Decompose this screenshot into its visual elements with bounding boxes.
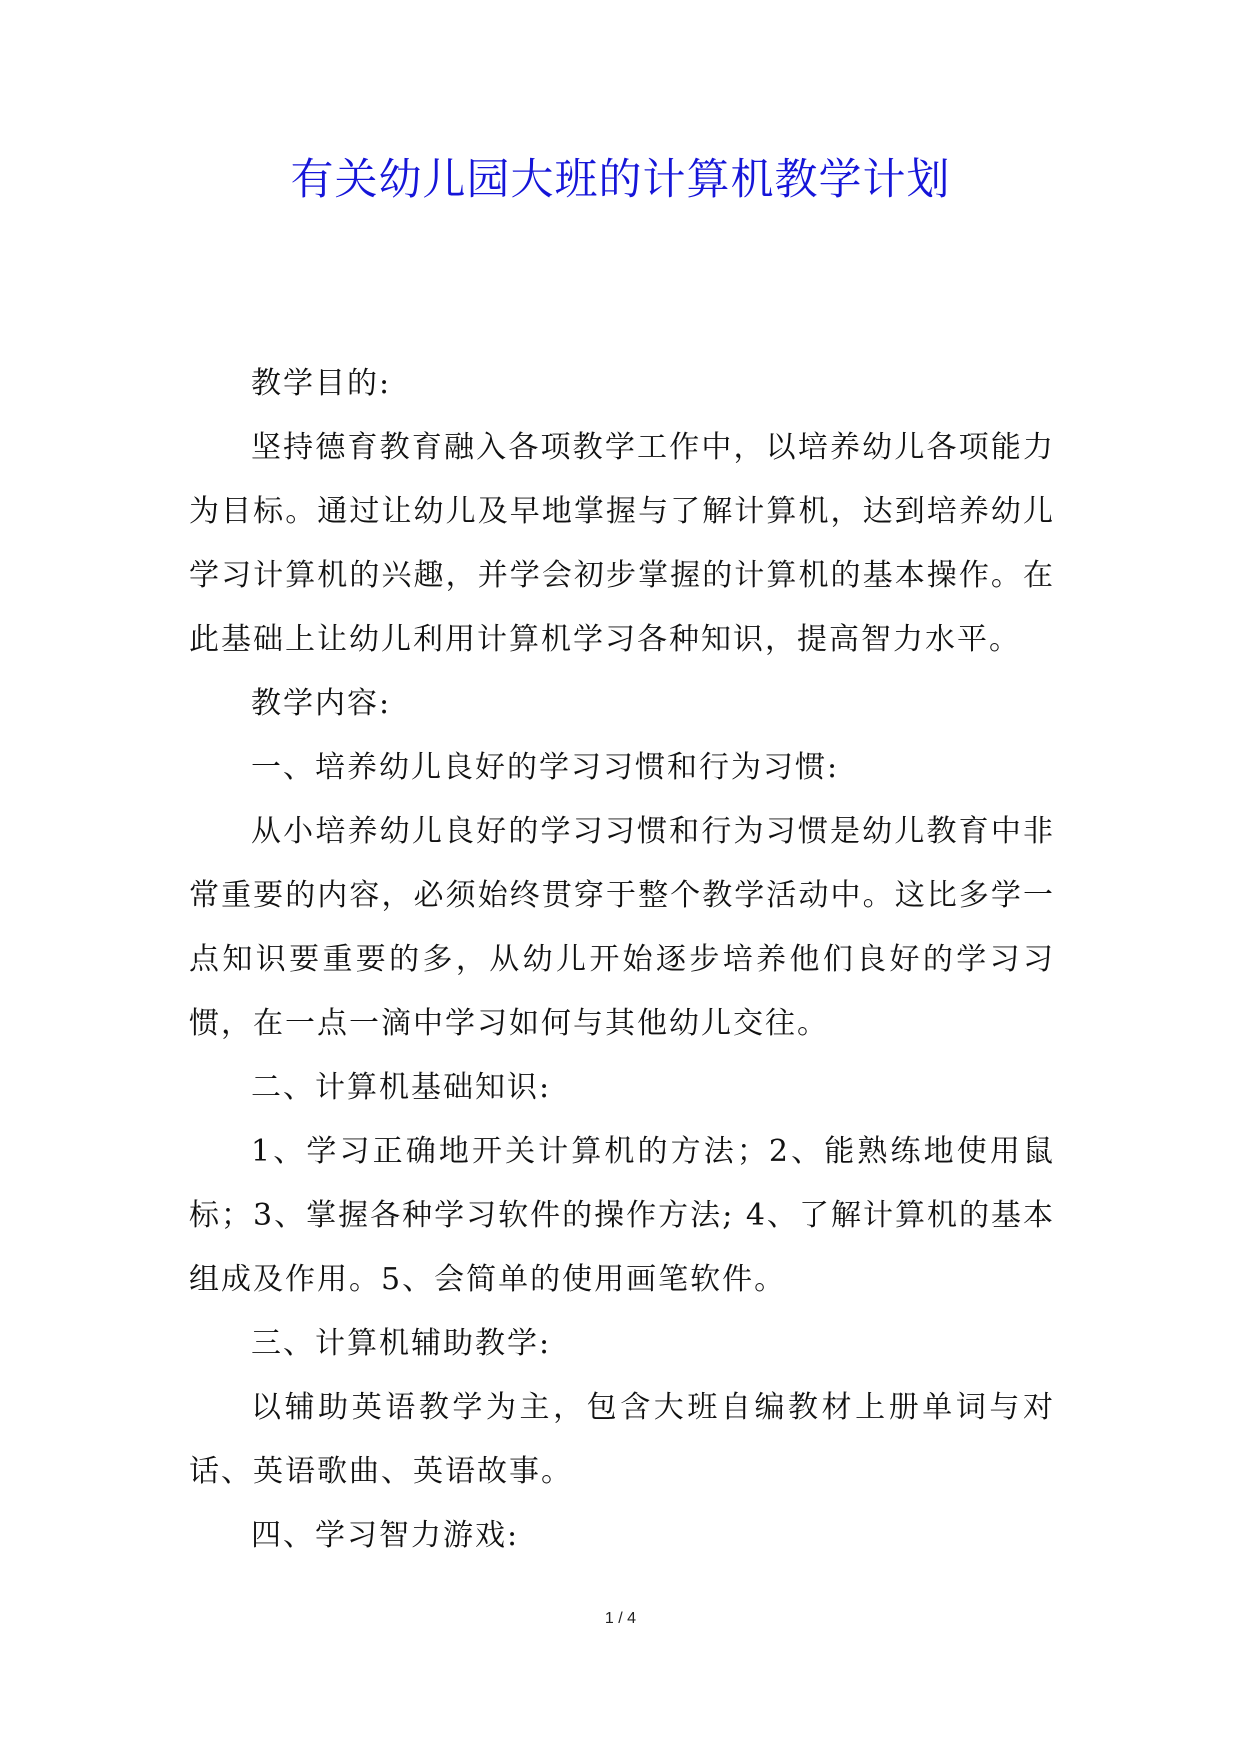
paragraph-teaching-goal-heading: 教学目的: xyxy=(251,366,392,401)
paragraph-teaching-content-heading: 教学内容: xyxy=(251,686,392,721)
paragraph-section-three-heading: 三、计算机辅助教学: xyxy=(251,1326,552,1361)
document-title: 有关幼儿园大班的计算机教学计划 xyxy=(290,155,951,205)
paragraph-section-one-text: 从小培养幼儿良好的学习习惯和行为习惯是幼儿教育中非常重要的内容，必须始终贯穿于整个教学活动中。这比多学一点知识要重要的多，从幼儿开始逐步培养他们良好的学习习惯，在一点一滴中学习如何与其他幼儿交往。 xyxy=(189,814,1055,1041)
document-body xyxy=(189,352,1055,1568)
paragraph-section-one-heading: 一、培养幼儿良好的学习习惯和行为习惯: xyxy=(251,750,840,785)
page-number: 1 / 4 xyxy=(604,1610,637,1627)
paragraph-section-three-text: 以辅助英语教学为主，包含大班自编教材上册单词与对话、英语歌曲、英语故事。 xyxy=(189,1390,1055,1489)
paragraph-teaching-goal-text: 坚持德育教育融入各项教学工作中，以培养幼儿各项能力为目标。通过让幼儿及早地掌握与了解计算机，达到培养幼儿学习计算机的兴趣，并学会初步掌握的计算机的基本操作。在此基础上让幼儿利用计算机学习各种知识，提高智力水平。 xyxy=(189,430,1055,657)
paragraph-section-two-heading: 二、计算机基础知识: xyxy=(251,1070,552,1105)
paragraph-section-four-heading: 四、学习智力游戏: xyxy=(251,1518,520,1553)
paragraph-section-two-text: 1、学习正确地开关计算机的方法；2、能熟练地使用鼠标；3、掌握各种学习软件的操作方法; 4、了解计算机的基本组成及作用。5、会简单的使用画笔软件。 xyxy=(189,1134,1055,1297)
